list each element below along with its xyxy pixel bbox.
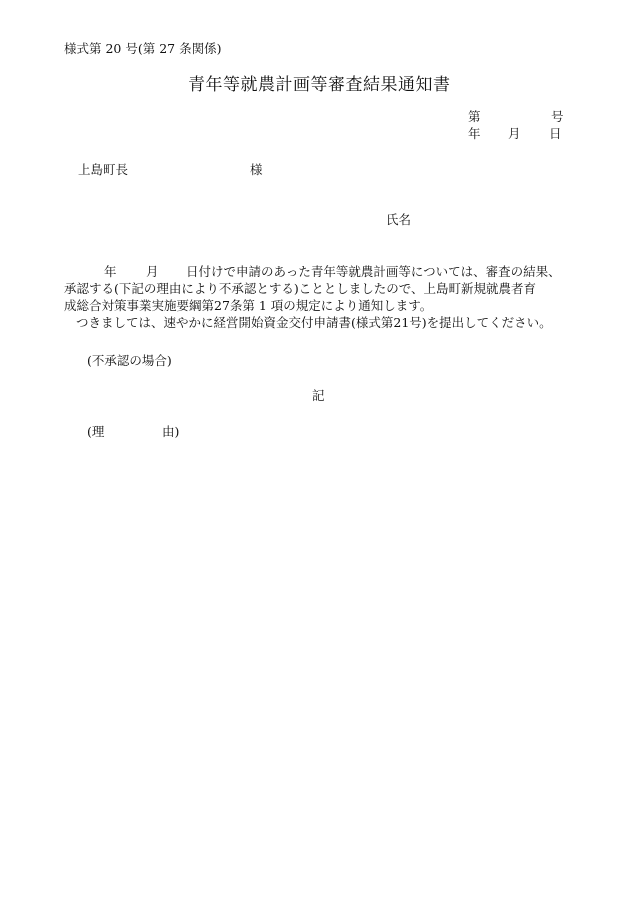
date-month: 月 [508,126,521,141]
body-line2: 承認する(下記の理由により不承認とする)こととしましたので、上島町新規就農者育 [64,281,537,296]
date-day: 日 [549,126,562,141]
date-year: 年 [468,126,481,141]
number-suffix: 号 [551,109,564,124]
form-number: 様式第 20 号(第 27 条関係) [64,41,222,56]
ki-heading: 記 [312,388,325,403]
body-line4: つきましては、速やかに経営開始資金交付申請書(様式第21号)を提出してください。 [76,315,552,330]
document-title: 青年等就農計画等審査結果通知書 [188,75,451,95]
reason-open: (理 [87,424,105,439]
body-line3: 成総合対策事業実施要綱第27条第 1 項の規定により通知します。 [64,298,433,313]
body-line1-month: 月 [146,264,159,279]
addressee-honorific: 様 [250,162,263,177]
applicant-name-label: 氏名 [386,212,412,227]
body-line1-text: 日付けで申請のあった青年等就農計画等については、審査の結果、 [186,264,561,279]
addressee-name: 上島町長 [78,162,129,177]
number-prefix: 第 [468,109,481,124]
rejection-heading: (不承認の場合) [87,353,172,368]
reason-close: 由) [162,424,180,439]
body-line1-year: 年 [104,264,117,279]
